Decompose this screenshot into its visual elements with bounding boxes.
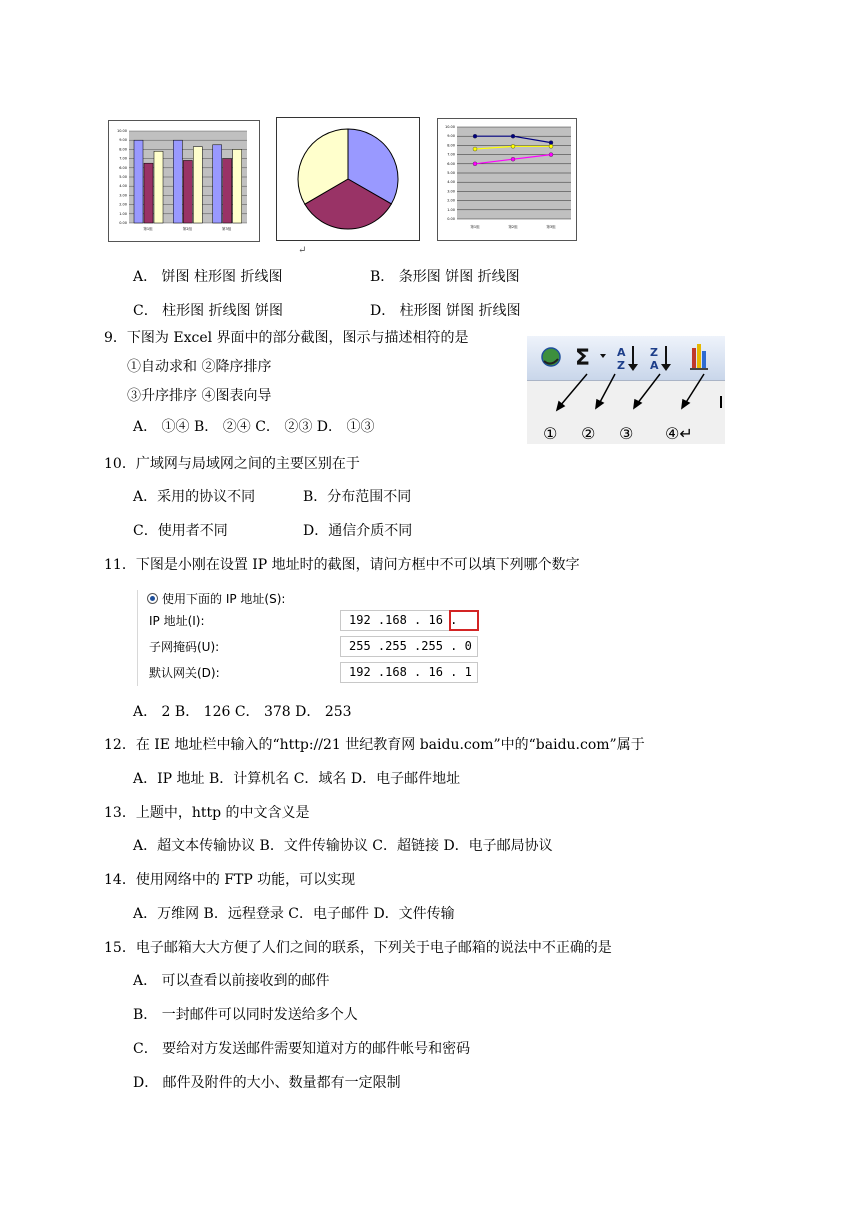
line-x-label: 第3组	[546, 225, 556, 229]
line-y-tick: 0.00	[447, 217, 455, 221]
svg-text:Σ: Σ	[575, 346, 591, 371]
line-y-tick: 9.00	[447, 134, 455, 139]
line-y-tick: 7.00	[447, 152, 455, 157]
ip-radio-label: 使用下面的 IP 地址(S):	[162, 592, 286, 606]
bar-chart	[109, 121, 259, 241]
bar-y-tick: 1.00	[119, 211, 127, 216]
ip-address-label: IP 地址(I):	[149, 614, 205, 628]
q14-stem: 14．使用网络中的 FTP 功能，可以实现	[104, 872, 356, 888]
q11-stem: 11．下图是小刚在设置 IP 地址时的截图，请问方框中不可以填下列哪个数字	[104, 557, 580, 573]
toolbar-label-4: ④↵	[665, 424, 693, 443]
bar	[233, 149, 242, 223]
line-chart-figure	[437, 118, 577, 241]
q15-option-d: D． 邮件及附件的大小、数量都有一定限制	[133, 1075, 401, 1091]
q12-stem: 12．在 IE 地址栏中输入的“http://21 世纪教育网 baidu.com”中的“baidu.com”属于	[104, 737, 645, 753]
line-x-label: 第1组	[470, 225, 480, 229]
toolbar-label-2: ②	[581, 424, 596, 443]
pie-chart	[277, 118, 419, 240]
line-point	[473, 147, 477, 151]
bar-y-tick: 0.00	[119, 221, 127, 225]
bar-y-tick: 10.00	[116, 129, 127, 133]
q10-option-a: A．采用的协议不同	[133, 489, 256, 505]
line-point	[473, 134, 477, 138]
line-point	[511, 134, 515, 138]
line-y-tick: 10.00	[444, 125, 455, 129]
q10-option-b: B．分布范围不同	[303, 489, 412, 505]
line-y-tick: 5.00	[447, 171, 455, 175]
bar-y-tick: 9.00	[119, 138, 127, 143]
q8-option-c: C． 柱形图 折线图 饼图	[133, 303, 284, 319]
radio-button-icon	[147, 593, 158, 604]
q9-options: A． ①④ B． ②④ C． ②③ D． ①③	[133, 419, 375, 435]
sort-ascending-icon	[617, 346, 638, 372]
line-y-tick: 3.00	[447, 189, 455, 194]
bar-x-label: 第3组	[222, 227, 232, 231]
q9-line1: ①自动求和 ②降序排序	[127, 359, 272, 375]
toolbar-label-3: ③	[619, 424, 634, 443]
bar-y-tick: 3.00	[119, 193, 127, 198]
bar	[213, 145, 222, 223]
bar	[193, 147, 202, 223]
pie-chart-figure	[276, 117, 420, 241]
bar-y-tick: 4.00	[119, 184, 127, 189]
bar	[183, 160, 192, 223]
ip-settings-screenshot	[137, 590, 481, 686]
toolbar-label-1: ①	[543, 424, 558, 443]
q15-option-c: C． 要给对方发送邮件需要知道对方的邮件帐号和密码	[133, 1041, 471, 1057]
subnet-mask-label: 子网掩码(U):	[149, 640, 220, 654]
bar	[223, 159, 232, 223]
line-x-label: 第2组	[508, 225, 518, 229]
line-point	[549, 153, 553, 157]
line-y-tick: 1.00	[447, 207, 455, 212]
ip-address-field: 192 .168 . 16 .	[340, 610, 478, 631]
autosum-icon	[575, 346, 606, 371]
bar-y-tick: 8.00	[119, 147, 127, 152]
line-y-tick: 6.00	[447, 161, 455, 166]
bar	[144, 163, 153, 223]
svg-text:A: A	[650, 359, 659, 372]
q10-option-d: D．通信介质不同	[303, 523, 413, 539]
line-chart	[438, 119, 576, 240]
q8-option-d: D． 柱形图 饼图 折线图	[370, 303, 521, 319]
bar	[134, 140, 143, 223]
subnet-mask-field: 255 .255 .255 . 0	[340, 636, 478, 657]
svg-text:Z: Z	[650, 346, 658, 359]
bar-y-tick: 6.00	[119, 165, 127, 170]
q9-stem: 9．下图为 Excel 界面中的部分截图，图示与描述相符的是	[104, 330, 469, 346]
q9-line2: ③升序排序 ④图表向导	[127, 388, 272, 404]
q14-options: A．万维网 B．远程登录 C．电子邮件 D．文件传输	[133, 906, 455, 922]
q15-option-b: B． 一封邮件可以同时发送给多个人	[133, 1007, 358, 1023]
bar-x-label: 第2组	[182, 227, 192, 231]
line-y-tick: 4.00	[447, 180, 455, 185]
q11-options: A． 2 B． 126 C． 378 D． 253	[133, 704, 352, 720]
return-mark: ↵	[298, 245, 307, 256]
line-point	[511, 157, 515, 161]
bar-y-tick: 5.00	[119, 175, 127, 179]
bar-y-tick: 7.00	[119, 156, 127, 161]
chart-wizard-icon	[690, 344, 708, 370]
q12-options: A．IP 地址 B．计算机名 C．域名 D．电子邮件地址	[133, 771, 461, 787]
line-y-tick: 8.00	[447, 143, 455, 148]
bar-chart-figure	[108, 120, 260, 242]
bar-y-tick: 2.00	[119, 202, 127, 207]
q10-stem: 10．广域网与局域网之间的主要区别在于	[104, 456, 360, 472]
line-point	[511, 144, 515, 148]
q15-stem: 15．电子邮箱大大方便了人们之间的联系，下列关于电子邮箱的说法中不正确的是	[104, 940, 612, 956]
sort-descending-icon	[650, 346, 671, 372]
line-point	[549, 144, 553, 148]
default-gateway-label: 默认网关(D):	[149, 666, 220, 680]
q10-option-c: C．使用者不同	[133, 523, 228, 539]
svg-text:Z: Z	[617, 359, 625, 372]
q13-options: A．超文本传输协议 B．文件传输协议 C．超链接 D．电子邮局协议	[133, 838, 553, 854]
default-gateway-field: 192 .168 . 16 . 1	[340, 662, 478, 683]
hyperlink-icon	[542, 348, 560, 366]
line-y-tick: 2.00	[447, 198, 455, 203]
q13-stem: 13．上题中，http 的中文含义是	[104, 805, 310, 821]
ip-last-octet-highlight	[449, 610, 479, 631]
line-point	[473, 162, 477, 166]
bar	[154, 151, 163, 223]
callout-arrows	[557, 374, 704, 410]
q15-option-a: A． 可以查看以前接收到的邮件	[133, 973, 330, 989]
svg-text:A: A	[617, 346, 626, 359]
bar	[173, 140, 182, 223]
bar-x-label: 第1组	[143, 227, 153, 231]
line-point	[549, 141, 553, 145]
q8-option-b: B． 条形图 饼图 折线图	[370, 269, 520, 285]
q8-option-a: A． 饼图 柱形图 折线图	[133, 269, 283, 285]
